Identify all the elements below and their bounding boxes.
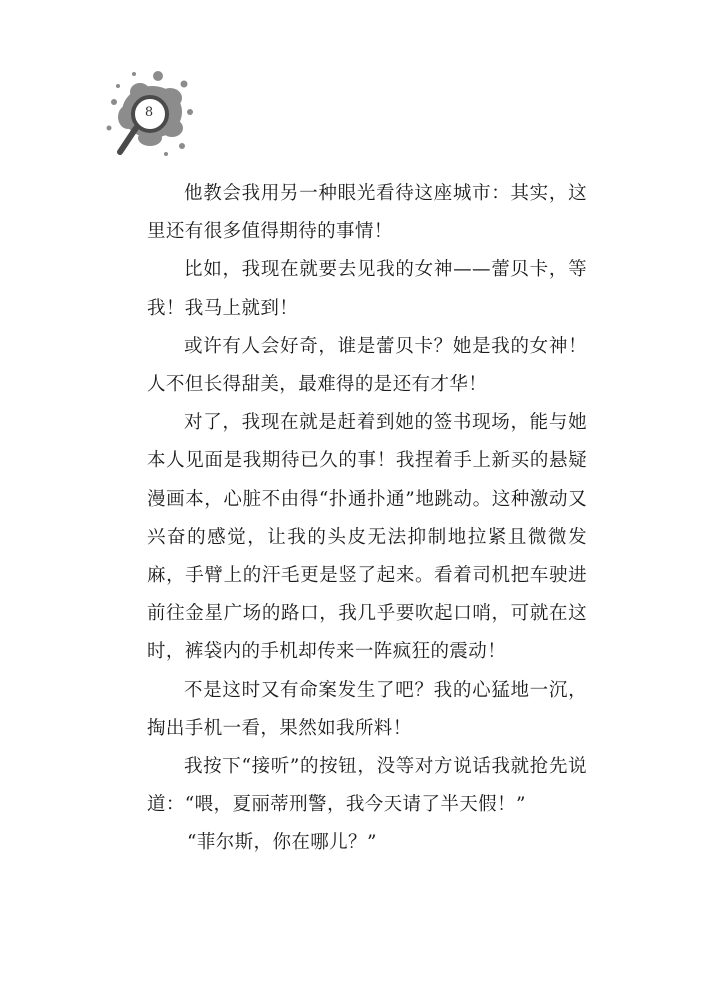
- paragraph: 我按下“接听”的按钮，没等对方说话我就抢先说道：“喂，夏丽蒂刑警，我今天请了半天假！”: [147, 756, 587, 816]
- paragraph: “菲尔斯，你在哪儿？”: [187, 832, 377, 854]
- page-badge: [100, 62, 200, 162]
- body-text: [147, 175, 587, 863]
- page-number: 8: [144, 105, 154, 120]
- paragraph: 他教会我用另一种眼光看待这座城市：其实，这里还有很多值得期待的事情！: [147, 183, 587, 243]
- paragraph: 对了，我现在就是赶着到她的签书现场，能与她本人见面是我期待已久的事！我捏着手上新买的悬疑漫画本，心脏不由得“扑通扑通”地跳动。这种激动又兴奋的感觉，让我的头皮无法抑制地拉紧且微微发麻，手臂上的汗毛更是竖了起来。看着司机把车驶进前往金星广场的路口，我几乎要吹起口哨，可就在这时，裤袋内的手机却传来一阵疯狂的震动！: [147, 412, 587, 663]
- paragraph: 不是这时又有命案发生了吧？我的心猛地一沉，掏出手机一看，果然如我所料！: [147, 679, 587, 739]
- paragraph: 比如，我现在就要去见我的女神——蕾贝卡，等我！我马上就到！: [147, 259, 587, 319]
- paragraph: 或许有人会好奇，谁是蕾贝卡？她是我的女神！人不但长得甜美，最难得的是还有才华！: [147, 335, 587, 396]
